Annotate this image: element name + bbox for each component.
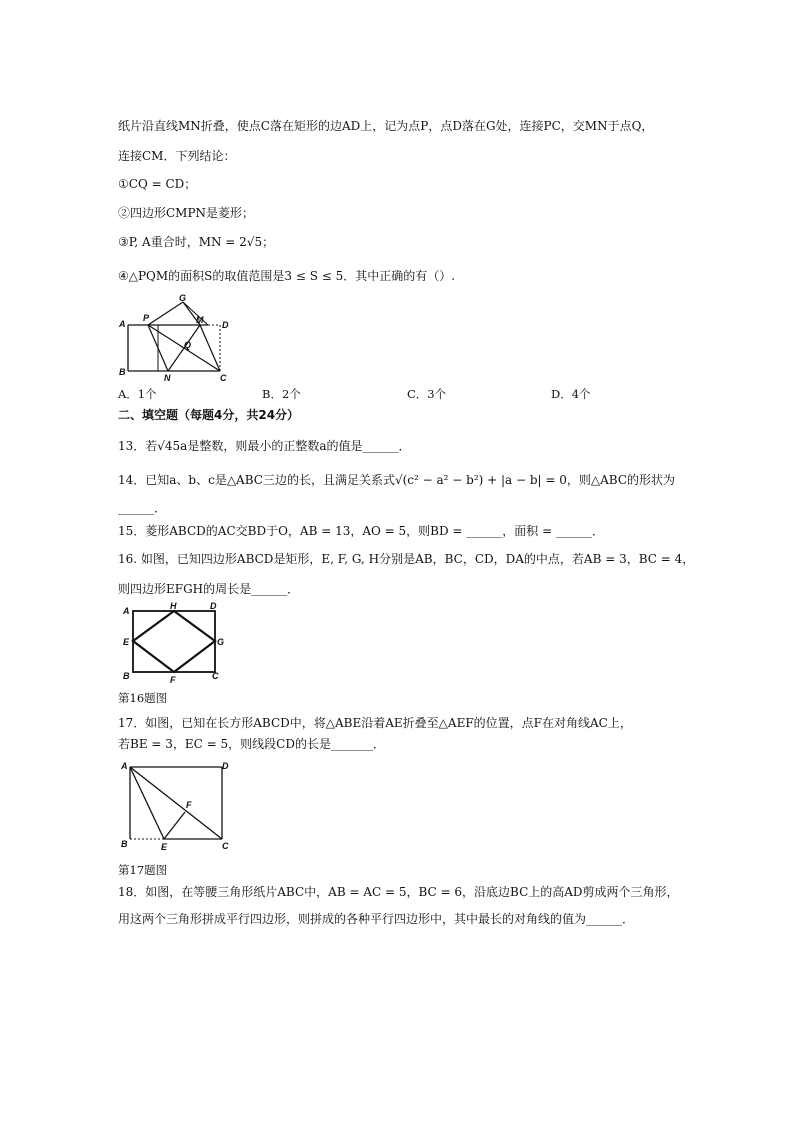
q15-text: 15．菱形ABCD的AC交BD于O，AB = 13，AO = 5，则BD = ______，面积 = ______． (118, 524, 604, 538)
q17-text-line1: 17．如图，已知在长方形ABCD中，将△ABE沿着AE折叠至△AEF的位置，点F在对角线AC上， (118, 716, 632, 730)
q16-label-c: C (212, 671, 219, 681)
q12-label-m: M (196, 315, 204, 325)
q16-label-g: G (217, 637, 225, 647)
q17-text-line2: 若BE = 3，EC = 5，则线段CD的长是_______． (118, 737, 385, 751)
section-heading: 二、填空题（每题4分，共24分） (118, 408, 300, 422)
q16-label-a: A (123, 606, 130, 616)
q17-label-a: A (121, 761, 128, 771)
q16-label-h: H (170, 601, 177, 611)
q12-text-line2: 连接CM．下列结论： (118, 149, 236, 163)
q12-conclusion-1: ①CQ = CD； (118, 177, 197, 191)
q17-caption: 第17题图 (118, 863, 168, 877)
q12-option-a: A．1个 (118, 387, 157, 401)
q12-label-q: Q (184, 340, 192, 350)
q12-conclusion-2: ②四边形CMPN是菱形； (118, 206, 255, 220)
q17-label-f: F (186, 800, 192, 810)
q16-caption: 第16题图 (118, 691, 168, 705)
q12-label-c: C (220, 373, 227, 383)
q17-label-c: C (222, 841, 229, 851)
q17-label-b: B (121, 839, 128, 849)
q12-conclusion-3: ③P, A重合时，MN = 2√5； (118, 235, 275, 249)
q13-text: 13．若√45a是整数，则最小的正整数a的值是______． (118, 439, 411, 453)
q17-label-d: D (222, 761, 229, 771)
q16-text-line1: 16. 如图，已知四边形ABCD是矩形，E, F, G, H分别是AB，BC，CD，DA的中点，若AB = 3，BC = 4， (118, 552, 695, 566)
q18-text-line1: 18．如图，在等腰三角形纸片ABC中，AB = AC = 5，BC = 6，沿底边BC上的高AD剪成两个三角形， (118, 885, 679, 899)
q16-label-d: D (210, 601, 217, 611)
q14-text-line2: ______． (118, 501, 167, 515)
q12-label-n: N (164, 373, 171, 383)
q12-option-b: B．2个 (262, 387, 301, 401)
q17-label-e: E (161, 842, 168, 852)
q12-figure (118, 293, 238, 383)
q12-label-p: P (143, 313, 150, 323)
q16-label-f: F (170, 675, 176, 685)
q12-conclusion-4: ④△PQM的面积S的取值范围是3 ≤ S ≤ 5．其中正确的有（）. (118, 269, 456, 283)
q14-text-line1: 14．已知a、b、c是△ABC三边的长，且满足关系式√(c² − a² − b²) + |a − b| = 0，则△ABC的形状为 (118, 473, 676, 487)
q12-option-d: D．4个 (551, 387, 591, 401)
q12-label-b: B (119, 367, 126, 377)
q16-label-e: E (123, 637, 130, 647)
q16-figure (118, 599, 230, 685)
q12-text-line1: 纸片沿直线MN折叠，使点C落在矩形的边AD上，记为点P，点D落在G处，连接PC，交MN于点Q， (118, 119, 654, 133)
q12-label-g: G (179, 293, 187, 303)
q12-option-c: C．3个 (407, 387, 447, 401)
q16-label-b: B (123, 671, 130, 681)
q17-figure (118, 757, 238, 853)
q18-text-line2: 用这两个三角形拼成平行四边形，则拼成的各种平行四边形中，其中最长的对角线的值为______． (118, 912, 635, 926)
q12-label-a: A (119, 319, 126, 329)
q16-text-line2: 则四边形EFGH的周长是______． (118, 582, 300, 596)
q12-label-d: D (222, 320, 229, 330)
